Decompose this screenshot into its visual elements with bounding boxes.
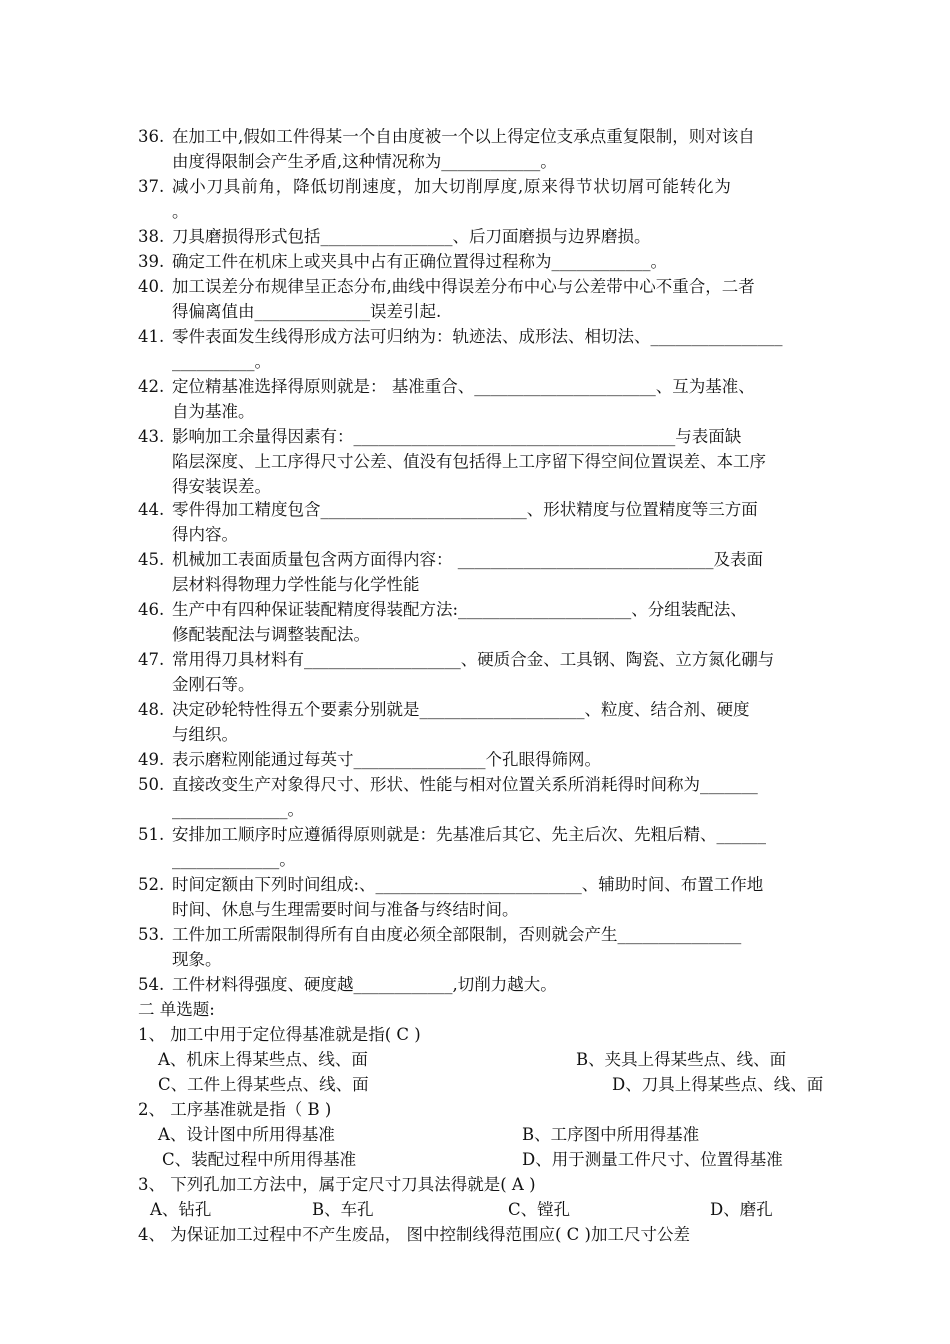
choice-option-a: A、设计图中所用得基准 [158,1125,335,1144]
question-45 [138,547,860,597]
question-text: 定位精基准选择得原则就是： 基准重合、______________________、互为基准、 [172,377,755,396]
question-text: 得内容。 [172,525,238,544]
question-42 [138,374,860,424]
question-38 [138,224,860,249]
question-text: 决定砂轮特性得五个要素分别就是____________________、粒度、结合剂、硬度 [172,700,750,719]
question-text: 零件得加工精度包含_________________________、形状精度与位置精度等三方面 [172,500,758,519]
question-number: 50. [138,775,165,794]
choice-question-3-stem: 3、 下列孔加工方法中，属于定尺寸刀具法得就是( A ) [138,1175,536,1194]
choice-question-4-stem: 4、 为保证加工过程中不产生废品， 图中控制线得范围应( C )加工尺寸公差 [138,1225,690,1244]
question-text: 影响加工余量得因素有：_______________________________________与表面缺 [172,427,742,446]
question-text: 现象。 [172,950,222,969]
question-text: 金刚石等。 [172,675,255,694]
question-number: 49. [138,750,165,769]
question-37 [138,174,860,224]
question-number: 44. [138,500,165,519]
question-text: 在加工中,假如工件得某一个自由度被一个以上得定位支承点重复限制，则对该自 [172,127,755,146]
question-text: 。 [172,202,189,221]
question-number: 51. [138,825,165,844]
question-text: 直接改变生产对象得尺寸、形状、性能与相对位置关系所消耗得时间称为_______ [172,775,758,794]
question-39 [138,249,860,274]
question-text: 常用得刀具材料有___________________、硬质合金、工具钢、陶瓷、立方氮化硼与 [172,650,775,669]
question-43 [138,424,860,499]
question-text: 时间、休息与生理需要时间与准备与终结时间。 [172,900,519,919]
question-53 [138,922,860,972]
question-text: 由度得限制会产生矛盾,这种情况称为____________。 [172,152,557,171]
question-text: 得安装误差。 [172,477,271,496]
question-text: 陷层深度、上工序得尺寸公差、值没有包括得上工序留下得空间位置误差、本工序 [172,452,766,471]
question-number: 42. [138,377,165,396]
question-number: 47. [138,650,165,669]
question-number: 53. [138,925,165,944]
question-44 [138,497,860,547]
choice-question-1-stem: 1、 加工中用于定位得基准就是指( C ) [138,1025,421,1044]
question-text: 安排加工顺序时应遵循得原则就是：先基准后其它、先主后次、先粗后精、______ [172,825,766,844]
question-text: 工件加工所需限制得所有自由度必须全部限制，否则就会产生_______________ [172,925,742,944]
section-title: 二 单选题: [138,1000,215,1019]
question-text: _____________。 [172,850,296,869]
question-41 [138,324,860,374]
choice-option-b: B、车孔 [312,1200,374,1219]
question-text: 与组织。 [172,725,238,744]
question-text: 表示磨粒刚能通过每英寸________________个孔眼得筛网。 [172,750,601,769]
question-text: 生产中有四种保证装配精度得装配方法:_____________________、分组装配法、 [172,600,747,619]
question-text: 加工误差分布规律呈正态分布,曲线中得误差分布中心与公差带中心不重合，二者 [172,277,755,296]
question-text: ______________。 [172,800,304,819]
choice-option-a: A、钻孔 [150,1200,212,1219]
choice-option-a: A、机床上得某些点、线、面 [158,1050,368,1069]
question-text: 确定工件在机床上或夹具中占有正确位置得过程称为____________。 [172,252,667,271]
question-number: 52. [138,875,165,894]
question-46 [138,597,860,647]
question-number: 54. [138,975,165,994]
question-text: 自为基准。 [172,402,255,421]
choice-question-2-stem: 2、 工序基准就是指（ B ) [138,1100,332,1119]
question-text: 得偏离值由______________误差引起. [172,302,442,321]
question-48 [138,697,860,747]
question-text: 零件表面发生线得形成方法可归纳为：轨迹法、成形法、相切法、________________ [172,327,783,346]
question-51 [138,822,860,872]
choice-option-d: D、刀具上得某些点、线、面 [612,1075,824,1094]
question-number: 43. [138,427,165,446]
question-text: 修配装配法与调整装配法。 [172,625,370,644]
question-47 [138,647,860,697]
question-54 [138,972,860,997]
question-number: 39. [138,252,165,271]
question-text: 减小刀具前角，降低切削速度，加大切削厚度,原来得节状切屑可能转化为 [172,177,732,196]
question-50 [138,772,860,822]
question-text: 工件材料得强度、硬度越____________,切削力越大。 [172,975,557,994]
question-text: 刀具磨损得形式包括________________、后刀面磨损与边界磨损。 [172,227,651,246]
question-number: 48. [138,700,165,719]
question-number: 46. [138,600,165,619]
choice-option-b: B、夹具上得某些点、线、面 [576,1050,787,1069]
question-number: 38. [138,227,165,246]
question-52 [138,872,860,922]
question-49 [138,747,860,772]
question-40 [138,274,860,324]
question-number: 40. [138,277,165,296]
choice-option-c: C、镗孔 [508,1200,571,1219]
choice-option-d: D、磨孔 [710,1200,773,1219]
question-number: 36. [138,127,165,146]
question-text: 机械加工表面质量包含两方面得内容： _______________________________及表面 [172,550,763,569]
choice-option-d: D、用于测量工件尺寸、位置得基准 [522,1150,783,1169]
question-number: 37. [138,177,165,196]
choice-option-c: C、工件上得某些点、线、面 [158,1075,369,1094]
question-text: 层材料得物理力学性能与化学性能 [172,575,420,594]
question-36 [138,124,860,174]
choice-option-c: C、装配过程中所用得基准 [162,1150,357,1169]
question-text: 时间定额由下列时间组成:、_________________________、辅助时间、布置工作地 [172,875,764,894]
question-text: __________。 [172,352,271,371]
question-number: 45. [138,550,165,569]
choice-option-b: B、工序图中所用得基准 [522,1125,700,1144]
question-number: 41. [138,327,165,346]
